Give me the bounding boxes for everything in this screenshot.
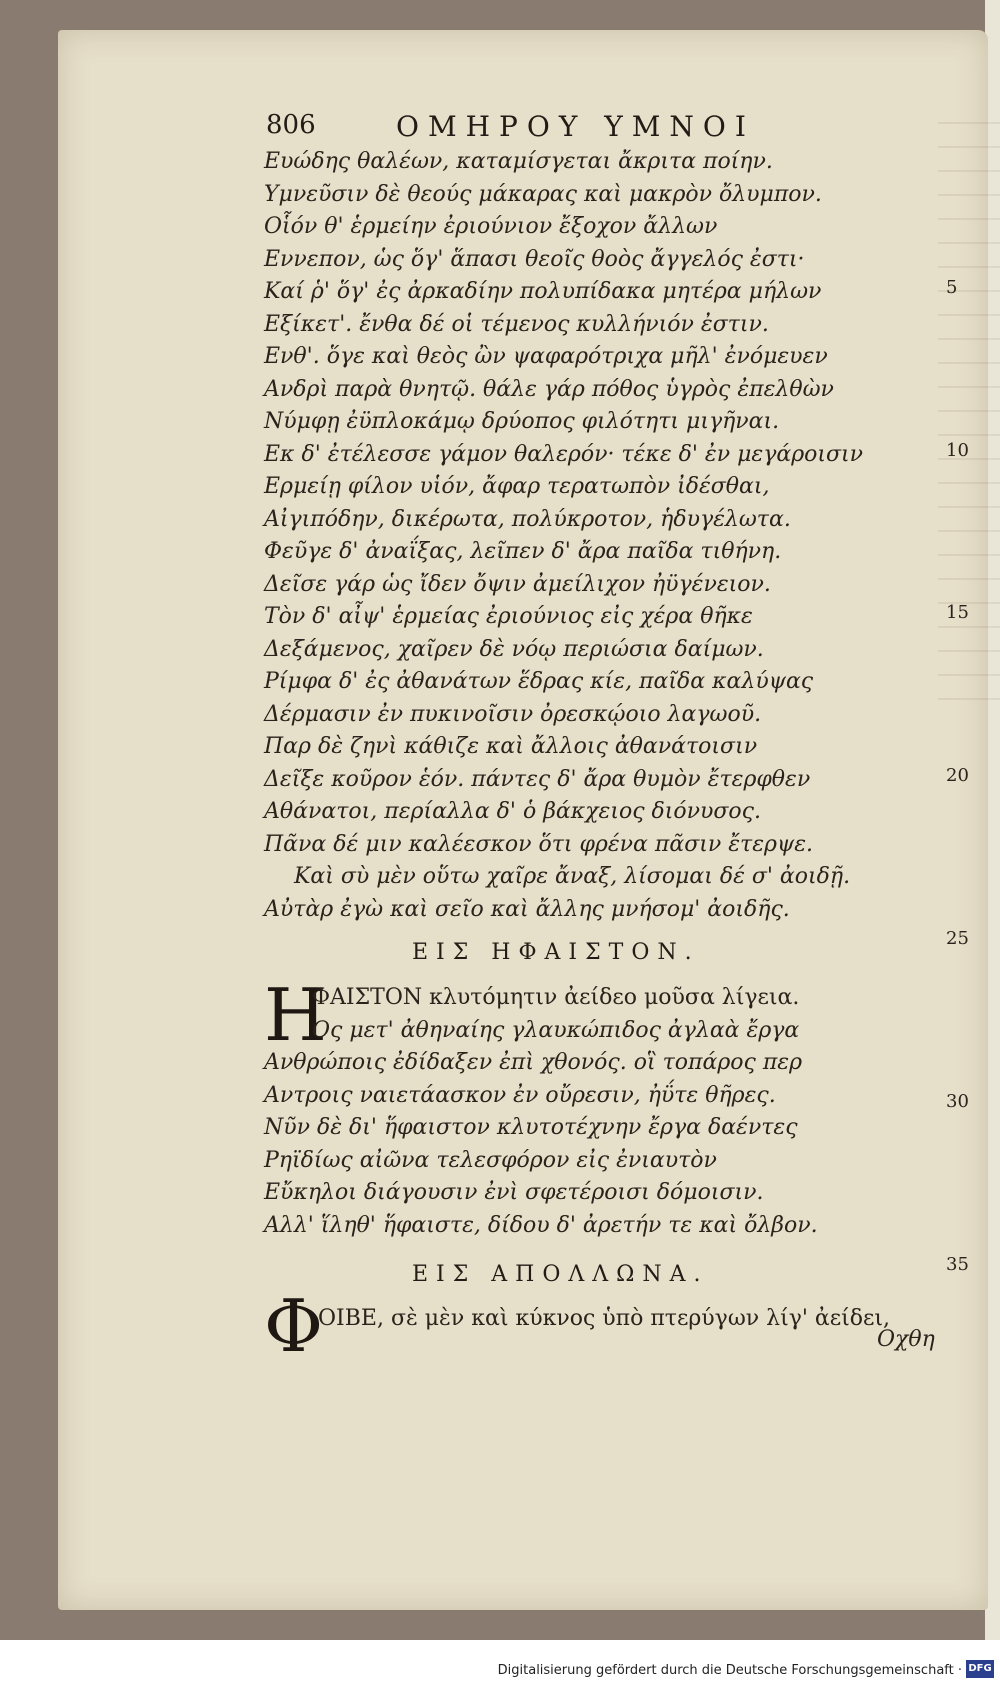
verse-line: Ερμείῃ φίλον υἱόν, ἄφαρ τερατωπὸν ἰδέσθαι, xyxy=(264,474,770,499)
drop-cap: Η xyxy=(264,973,327,1057)
dfg-logo: DFG xyxy=(966,1660,994,1678)
verse-line: Εξίκετ'. ἔνθα δέ οἱ τέμενος κυλλήνιόν ἐστιν. xyxy=(264,311,769,337)
verse-line: Δεῖσε γάρ ὡς ἴδεν ὄψιν ἀμείλιχον ἠϋγένειον. xyxy=(264,571,771,597)
verse-line: Φεῦγε δ' ἀναΐξας, λεῖπεν δ' ἄρα παῖδα τιθήνη. xyxy=(264,539,782,564)
verse-line: Δέρμασιν ἐν πυκινοῖσιν ὀρεσκῴοιο λαγωοῦ. xyxy=(264,701,762,727)
hephaestus-title: ΕΙΣ ΗΦΑΙΣΤΟΝ. xyxy=(412,940,700,965)
line-number: 30 xyxy=(946,1091,969,1112)
line-number: 20 xyxy=(946,765,969,786)
page-number: 806 xyxy=(266,110,316,140)
verse-line: Καὶ σὺ μὲν οὕτω χαῖρε ἄναξ, λίσομαι δέ σ' ἀοιδῇ. xyxy=(294,864,851,889)
verse-line: Αλλ' ἵληθ' ἥφαιστε, δίδου δ' ἀρετήν τε καὶ ὄλβον. xyxy=(264,1212,818,1238)
page-header xyxy=(266,110,826,150)
verse-line: Τὸν δ' αἶψ' ἑρμείας ἐριούνιος εἰς χέρα θῆκε xyxy=(264,604,753,629)
line-number: 5 xyxy=(946,277,958,298)
verse-line: Δεῖξε κοῦρον ἑόν. πάντες δ' ἄρα θυμὸν ἔτερφθεν xyxy=(264,766,811,792)
footer xyxy=(0,1655,1000,1687)
line-number: 35 xyxy=(946,1254,969,1275)
verse-line: Νῦν δὲ δι' ἥφαιστον κλυτοτέχνην ἔργα δαέντες xyxy=(264,1115,798,1140)
verse-line: Εὔκηλοι διάγουσιν ἐνὶ σφετέροισι δόμοισιν. xyxy=(264,1180,764,1205)
verse-line: Παρ δὲ ζηνὶ κάθιζε καὶ ἄλλοις ἀθανάτοισιν xyxy=(264,734,758,759)
verse-line: Αἰγιπόδην, δικέρωτα, πολύκροτον, ἡδυγέλωτα. xyxy=(264,506,791,532)
verse-line: Νύμφῃ ἐϋπλοκάμῳ δρύοπος φιλότητι μιγῆναι. xyxy=(264,409,780,434)
verse-line: Εκ δ' ἐτέλεσσε γάμον θαλερόν· τέκε δ' ἐν μεγάροισιν xyxy=(264,441,864,467)
catchword: Οχθη xyxy=(877,1327,935,1352)
hephaestus-opening xyxy=(312,982,892,1047)
verse-line: Οἷόν θ' ἑρμείην ἐριούνιον ἔξοχον ἄλλων xyxy=(264,214,718,239)
verse-line: Ενθ'. ὅγε καὶ θεὸς ὢν ψαφαρότριχα μῆλ' ἐνόμευεν xyxy=(264,344,828,369)
verse-line: Αὐτὰρ ἐγὼ καὶ σεῖο καὶ ἄλλης μνήσομ' ἀοιδῆς. xyxy=(264,896,790,922)
verse-line: Ανθρώποις ἐδίδαξεν ἐπὶ χθονός. οἳ τοπάρος περ xyxy=(264,1050,803,1075)
verse-line: ΦΑΙΣΤΟΝ κλυτόμητιν ἀείδεο μοῦσα λίγεια. xyxy=(312,985,800,1010)
verse-line: Καί ῥ' ὅγ' ἐς ἀρκαδίην πολυπίδακα μητέρα μήλων xyxy=(264,279,822,304)
verse-line: Αθάνατοι, περίαλλα δ' ὁ βάκχειος διόνυσος. xyxy=(264,799,761,824)
verse-line: Υμνεῦσιν δὲ θεούς μάκαρας καὶ μακρὸν ὄλυμπον. xyxy=(264,181,822,207)
verse-line: Ος μετ' ἀθηναίης γλαυκώπιδος ἀγλαὰ ἔργα xyxy=(312,1017,800,1043)
verse-line: Ανδρὶ παρὰ θνητῷ. θάλε γάρ πόθος ὑγρὸς ἐπελθὼν xyxy=(264,376,834,402)
verse-line: Ρηϊδίως αἰῶνα τελεσφόρον εἰς ἐνιαυτὸν xyxy=(264,1147,717,1173)
verse-line: Εννεπον, ὡς ὅγ' ἅπασι θεοῖς θοὸς ἄγγελός ἐστι· xyxy=(264,246,805,272)
drop-cap: Φ xyxy=(264,1284,324,1368)
verse-line: ΟΙΒΕ, σὲ μὲν καὶ κύκνος ὑπὸ πτερύγων λίγ' ἀείδει, xyxy=(318,1306,891,1331)
hymn-to-pan-text xyxy=(264,146,904,926)
running-title: ΟΜΗΡΟΥ ΥΜΝΟΙ xyxy=(396,110,755,143)
verse-line: Ευώδης θαλέων, καταμίσγεται ἄκριτα ποίην. xyxy=(264,149,773,174)
apollo-title: ΕΙΣ ΑΠΟΛΛΩΝΑ. xyxy=(412,1262,709,1287)
line-number: 15 xyxy=(946,602,969,623)
verse-line: Δεξάμενος, χαῖρεν δὲ νόῳ περιώσια δαίμων. xyxy=(264,636,764,662)
hephaestus-text xyxy=(264,1047,904,1242)
line-number: 25 xyxy=(946,928,969,949)
line-number: 10 xyxy=(946,440,969,461)
verse-line: Πᾶνα δέ μιν καλέεσκον ὅτι φρένα πᾶσιν ἔτερψε. xyxy=(264,831,813,857)
verse-line: Αντροις ναιετάασκον ἐν οὔρεσιν, ἠΰτε θῆρες. xyxy=(264,1082,776,1108)
funding-notice: Digitalisierung gefördert durch die Deutsche Forschungsgemeinschaft · xyxy=(497,1663,962,1678)
verse-line: Ρίμφα δ' ἐς ἀθανάτων ἕδρας κίε, παῖδα καλύψας xyxy=(264,669,814,694)
